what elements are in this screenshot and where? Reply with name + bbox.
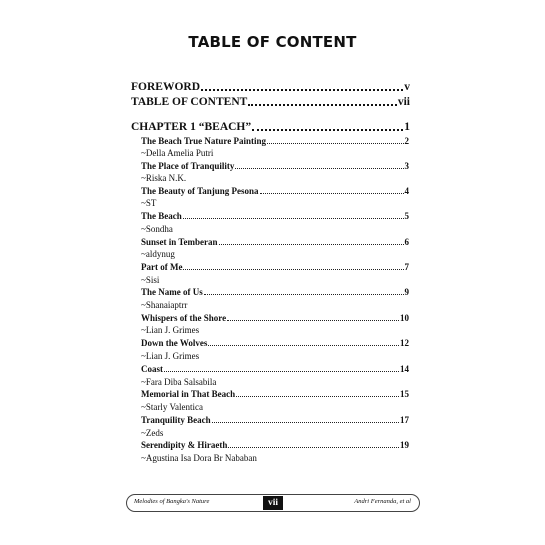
leader-dots	[228, 446, 399, 448]
toc-subentry-title: The Beach True Nature Painting	[141, 136, 267, 146]
footer-page-number: vii	[263, 496, 283, 510]
leader-dots	[208, 344, 399, 346]
toc-entry-chapter-1[interactable]	[131, 121, 410, 133]
leader-dots	[236, 395, 399, 397]
leader-dots	[201, 88, 403, 91]
leader-dots	[212, 421, 399, 423]
leader-dots	[204, 293, 404, 295]
toc-subentry-title: Down the Wolves	[141, 338, 208, 348]
toc-subentry-author: ~Shanaiaptrr	[141, 300, 188, 310]
toc-subentry-title: Tranquility Beach	[141, 415, 211, 425]
toc-subentry-author: ~Fara Diba Salsabila	[141, 377, 217, 387]
toc-subentry[interactable]	[141, 237, 409, 247]
toc-entry-label: TABLE OF CONTENT	[131, 96, 248, 108]
toc-subentry-page: 5	[404, 211, 409, 221]
toc-subentry-title: Serendipity & Hiraeth	[141, 440, 228, 450]
toc-subentry-page: 7	[404, 262, 409, 272]
toc-subentry[interactable]	[141, 186, 409, 196]
page-title: TABLE OF CONTENT	[188, 33, 357, 51]
toc-subentry-author: ~Lian J. Grimes	[141, 325, 200, 335]
toc-subentry[interactable]	[141, 415, 409, 425]
toc-subentry[interactable]	[141, 211, 409, 221]
toc-subentry-author: ~Riska N.K.	[141, 173, 187, 183]
leader-dots	[267, 142, 403, 144]
footer-book-title: Melodies of Bangka's Nature	[134, 498, 210, 505]
toc-entry-table-of-content[interactable]	[131, 96, 410, 108]
toc-entry-page: v	[404, 81, 410, 93]
toc-subentry-page: 4	[404, 186, 409, 196]
leader-dots	[260, 192, 404, 194]
toc-subentry[interactable]	[141, 440, 409, 450]
toc-subentry[interactable]	[141, 136, 409, 146]
leader-dots	[248, 103, 397, 106]
leader-dots	[183, 217, 404, 219]
toc-subentry-page: 17	[400, 415, 409, 425]
toc-subentry[interactable]	[141, 389, 409, 399]
toc-subentry-page: 6	[404, 237, 409, 247]
toc-subentry-author: ~Della Amelia Putri	[141, 148, 214, 158]
toc-entry-page: vii	[397, 96, 410, 108]
toc-subentry-page: 15	[400, 389, 409, 399]
toc-entry-label: CHAPTER 1 “BEACH”	[131, 121, 252, 133]
toc-subentry-page: 12	[400, 338, 409, 348]
toc-subentry-title: Sunset in Temberan	[141, 237, 218, 247]
leader-dots	[252, 128, 403, 131]
toc-subentry[interactable]	[141, 313, 409, 323]
toc-subentry[interactable]	[141, 161, 409, 171]
page-footer	[126, 494, 420, 512]
toc-subentry-title: The Beach	[141, 211, 182, 221]
toc-subentry-page: 9	[404, 287, 409, 297]
toc-subentry-title: The Place of Tranquility	[141, 161, 235, 171]
toc-subentry[interactable]	[141, 364, 409, 374]
footer-authors: Andri Fernanda, et al	[354, 498, 411, 505]
toc-subentry-title: Coast	[141, 364, 163, 374]
toc-subentry[interactable]	[141, 287, 409, 297]
toc-subentry-page: 10	[400, 313, 409, 323]
leader-dots	[227, 319, 399, 321]
toc-subentry-title: The Name of Us	[141, 287, 203, 297]
toc-subentry-page: 14	[400, 364, 409, 374]
toc-subentry-author: ~ST	[141, 198, 157, 208]
toc-subentry-title: Part of Me	[141, 262, 183, 272]
toc-subentry-author: ~Zeds	[141, 428, 164, 438]
toc-subentry-author: ~Sondha	[141, 224, 173, 234]
toc-subentry-author: ~Lian J. Grimes	[141, 351, 200, 361]
toc-subentry[interactable]	[141, 262, 409, 272]
toc-entry-foreword[interactable]	[131, 81, 410, 93]
toc-subentry-title: Whispers of the Shore	[141, 313, 227, 323]
leader-dots	[164, 370, 399, 372]
leader-dots	[183, 268, 403, 270]
toc-subentry-author: ~Agustina Isa Dora Br Nababan	[141, 453, 257, 463]
toc-subentry-page: 2	[404, 136, 409, 146]
toc-subentry-title: The Beauty of Tanjung Pesona	[141, 186, 259, 196]
toc-subentry-author: ~Sisi	[141, 275, 160, 285]
toc-subentry-author: ~aldynug	[141, 249, 175, 259]
toc-subentry-page: 3	[404, 161, 409, 171]
toc-subentry-author: ~Starly Valentica	[141, 402, 203, 412]
leader-dots	[235, 167, 403, 169]
toc-subentry[interactable]	[141, 338, 409, 348]
toc-subentry-page: 19	[400, 440, 409, 450]
toc-entry-page: 1	[404, 121, 410, 133]
leader-dots	[219, 243, 404, 245]
toc-entry-label: FOREWORD	[131, 81, 200, 93]
toc-subentry-title: Memorial in That Beach	[141, 389, 236, 399]
